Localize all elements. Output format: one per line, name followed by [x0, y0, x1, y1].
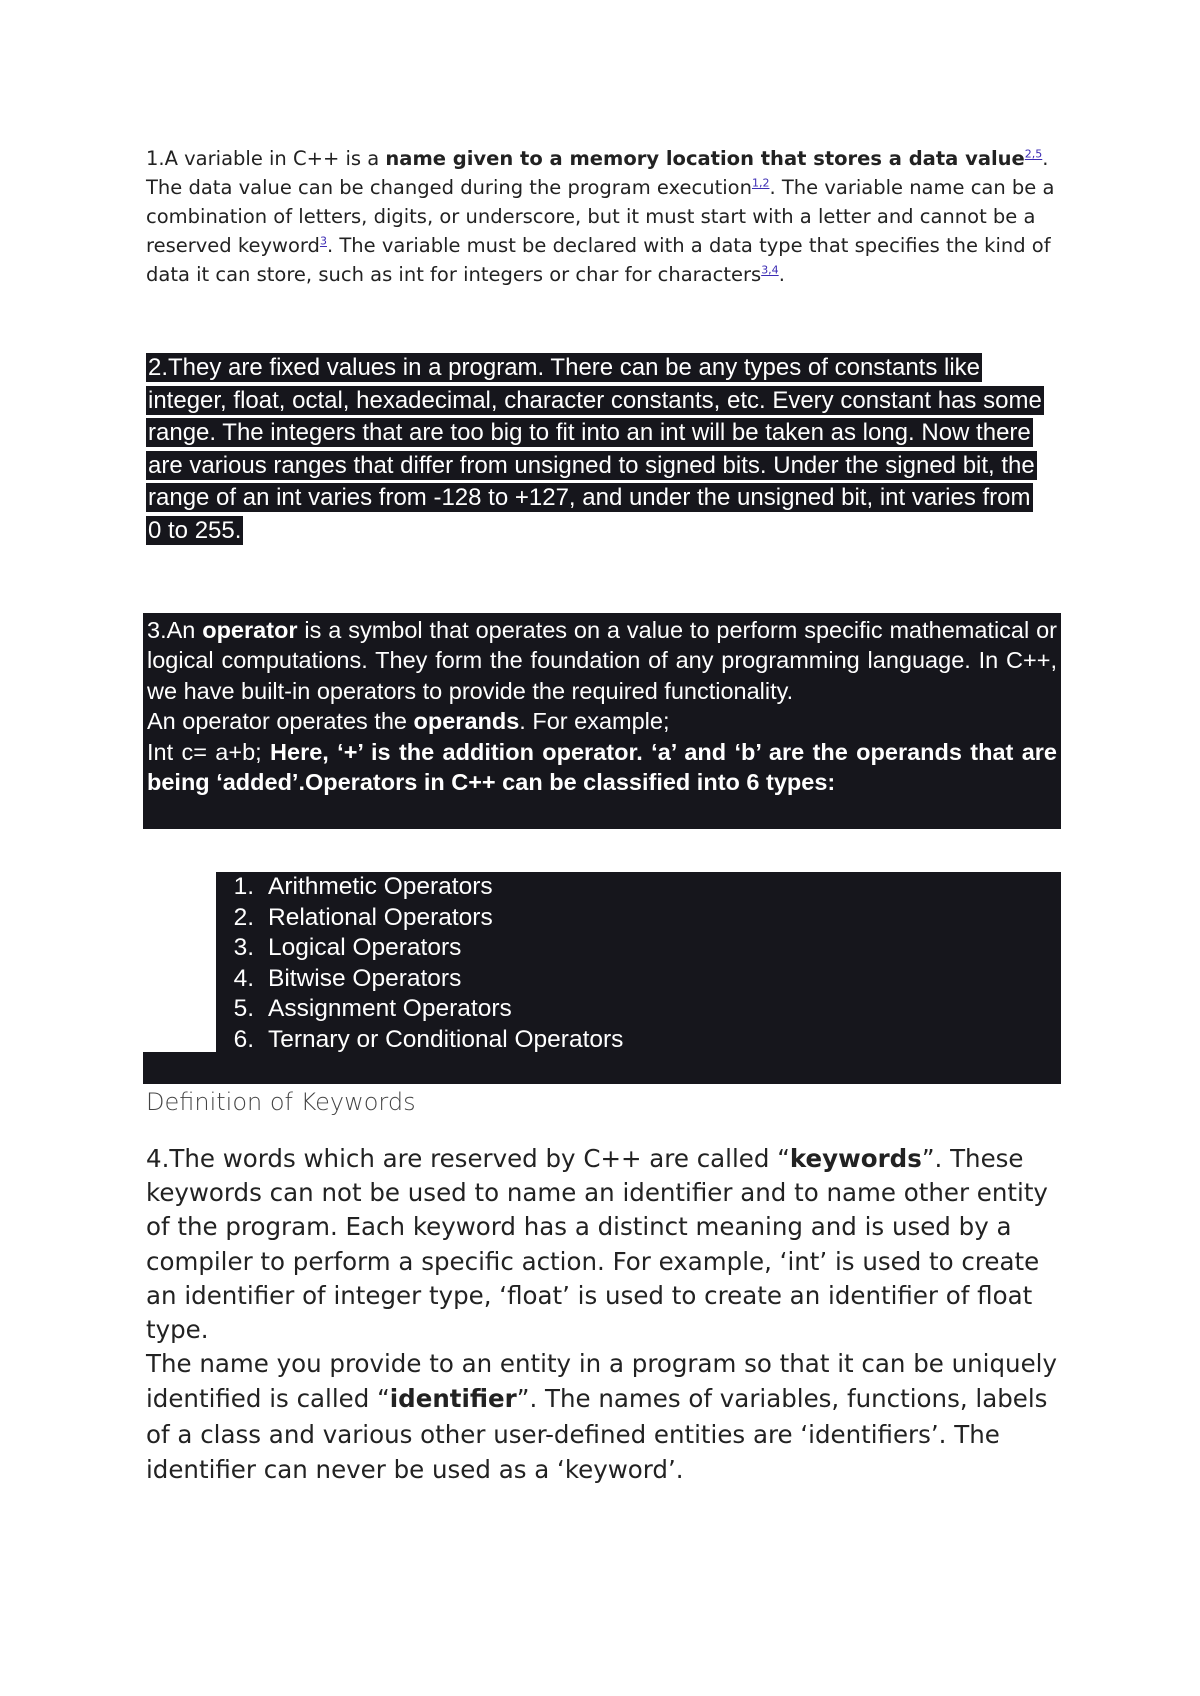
citation-link[interactable]: 3,4 [761, 263, 779, 277]
identifier-prefix: The name you provide to an entity in a program so that it can be uniquely identified is called “ [146, 1349, 1057, 1414]
list-item-number: 4. [233, 964, 254, 992]
operator-definition-paragraph [147, 615, 1057, 706]
identifier-bold: identifier [389, 1384, 517, 1414]
list-item [216, 1025, 1036, 1056]
definition-heading: Definition of Keywords [146, 1088, 416, 1116]
identifier-paragraph [146, 1346, 1076, 1488]
identifier-rest: ”. The names of variables, functions, labels of a class and various other user-defined entities are ‘identifiers’. The identifier can never be used as a ‘keyword’. [146, 1384, 1048, 1485]
list-item-label: Relational Operators [268, 903, 493, 931]
list-item-label: Logical Operators [268, 934, 462, 962]
variable-text-4: . The variable must be declared with a data type that specifies the kind of data it can store, such as int for integers or char for characters [146, 234, 1051, 286]
keywords-paragraph [146, 1142, 1076, 1347]
variable-text-2: . The data value can be changed during the program execution [146, 147, 1049, 199]
operators-block [143, 613, 1061, 829]
keywords-prefix: 4.The words which are reserved by C++ are called “ [146, 1144, 790, 1173]
list-item-label: Ternary or Conditional Operators [268, 1025, 624, 1053]
citation-link[interactable]: 3 [319, 234, 327, 248]
example-paragraph [147, 737, 1057, 798]
example-bold: Here, ‘+’ is the addition operator. ‘a’ and ‘b’ are the operands that are being ‘added’.Operators in C++ can be classified into 6 types: [147, 738, 1057, 796]
operator-prefix: 3.An [147, 617, 203, 643]
keywords-bold: keywords [789, 1144, 922, 1173]
operands-rest: . For example; [519, 708, 670, 735]
list-item-number: 2. [233, 903, 254, 931]
list-item [216, 872, 1036, 903]
list-item [216, 964, 1036, 995]
variable-text-suffix: . [778, 263, 785, 286]
list-item-label: Bitwise Operators [268, 964, 462, 992]
operator-list [216, 872, 1036, 1056]
variable-text-3: . The variable name can be a combination of letters, digits, or underscore, but it must start with a letter and cannot be a reserved keyword [146, 176, 1055, 257]
list-item-number: 1. [233, 873, 254, 900]
citation-link[interactable]: 1,2 [751, 176, 770, 190]
citation-link[interactable]: 2,5 [1024, 147, 1043, 161]
list-item [216, 903, 1036, 934]
list-item-number: 6. [233, 1025, 254, 1053]
constants-highlighted-text: 2.They are fixed values in a program. There can be any types of constants like integer, float, octal, hexadecimal, character constants, etc. Every constant has some range. The integers that are too big to fit into an int will be taken as long. Now there are various ranges that differ from unsigned to signed bits. Under the signed bit, the range of an int varies from -128 to +127, and under the unsigned bit, int varies from 0 to 255. [148, 354, 1042, 544]
list-item-label: Arithmetic Operators [268, 873, 493, 900]
operands-paragraph [147, 706, 1057, 736]
example-prefix: Int c= a+b; [147, 738, 271, 765]
list-item-number: 3. [233, 934, 254, 962]
keywords-rest: ”. These keywords can not be used to name an identifier and to name other entity of the program. Each keyword has a distinct meaning and is used by a compiler to perform a specific action. For example, ‘int’ is used to create an identifier of integer type, ‘float’ is used to create an identifier of float type. [146, 1144, 1048, 1345]
list-item [216, 994, 1036, 1025]
operator-rest: is a symbol that operates on a value to perform specific mathematical or logical computations. They form the foundation of any programming language. In C++, we have built-in operators to provide the required functionality. [147, 617, 1057, 704]
operands-bold: operands [413, 708, 520, 735]
list-item [216, 933, 1036, 964]
operands-prefix: An operator operates the [147, 708, 414, 735]
list-item-label: Assignment Operators [268, 995, 512, 1023]
variable-text-prefix: 1.A variable in C++ is a [146, 147, 386, 170]
operator-bold: operator [202, 617, 298, 643]
variable-paragraph [146, 144, 1066, 289]
variable-definition-bold: name given to a memory location that stores a data value [385, 147, 1025, 170]
constants-paragraph [146, 352, 1046, 548]
list-item-number: 5. [233, 995, 254, 1023]
operator-list-background-tab [143, 1052, 223, 1084]
